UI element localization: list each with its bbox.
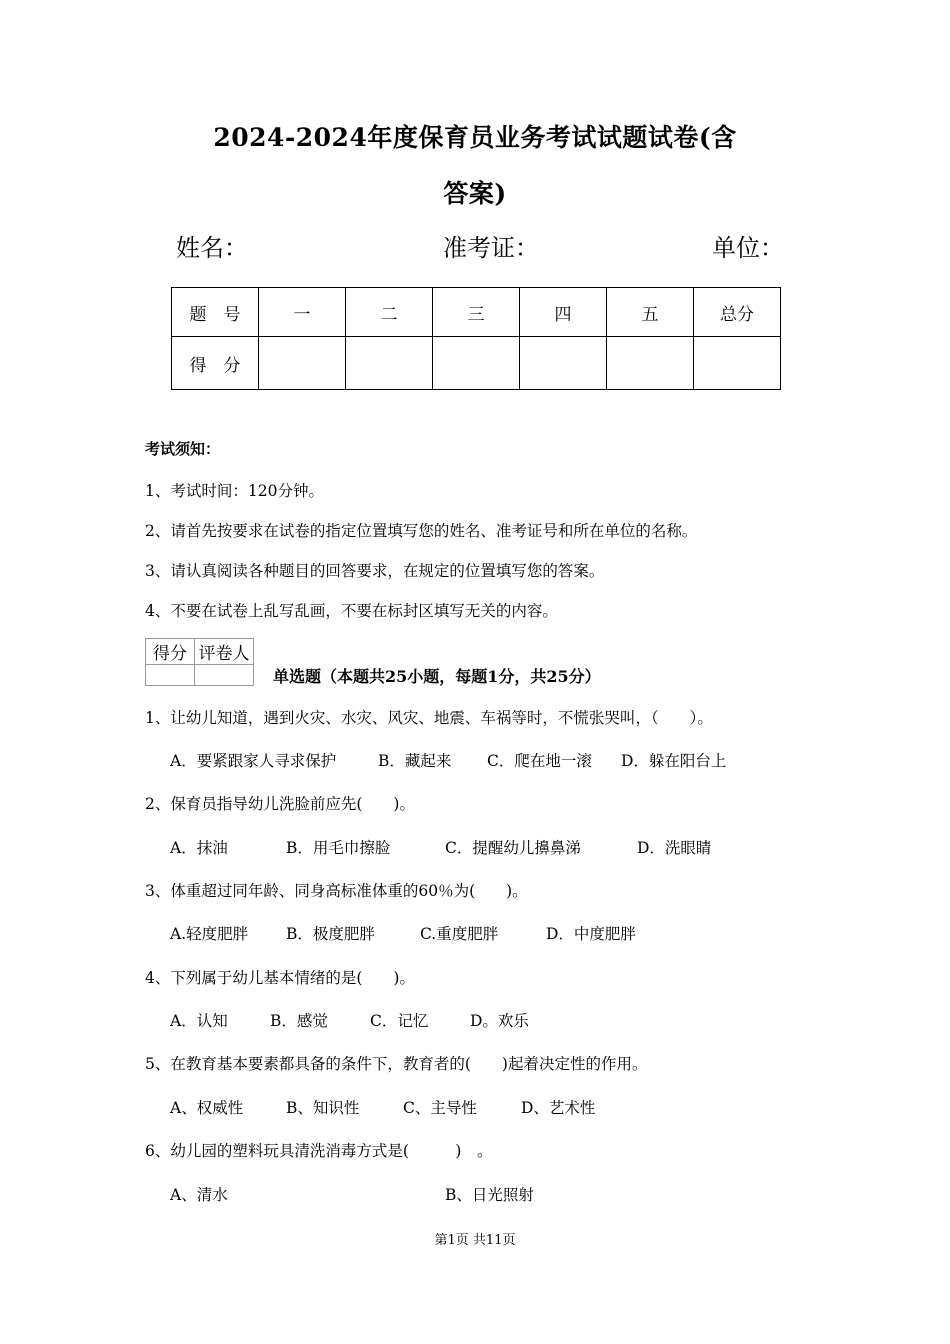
option[interactable]: A．要紧跟家人寻求保护 bbox=[170, 752, 337, 770]
score-table bbox=[171, 287, 781, 390]
unit-field-label: 单位： bbox=[712, 234, 784, 262]
notice-item: 4、不要在试卷上乱写乱画，不要在标封区填写无关的内容。 bbox=[145, 602, 558, 620]
option[interactable]: B．极度肥胖 bbox=[286, 925, 375, 943]
question-text: 4、下列属于幼儿基本情绪的是( )。 bbox=[145, 969, 415, 987]
question-text: 5、在教育基本要素都具备的条件下，教育者的( )起着决定性的作用。 bbox=[145, 1055, 648, 1073]
grader-score-cell[interactable] bbox=[146, 665, 195, 686]
option[interactable]: A.轻度肥胖 bbox=[170, 925, 249, 943]
option[interactable]: D．中度肥胖 bbox=[546, 925, 636, 943]
notice-item: 2、请首先按要求在试卷的指定位置填写您的姓名、准考证号和所在单位的名称。 bbox=[145, 522, 698, 540]
option[interactable]: C、主导性 bbox=[403, 1099, 477, 1117]
grader-box bbox=[145, 638, 254, 686]
option[interactable]: B、日光照射 bbox=[445, 1186, 534, 1204]
grader-score-label: 得分 bbox=[146, 639, 195, 665]
option[interactable]: A．认知 bbox=[170, 1012, 228, 1030]
score-table-header-cell: 四 bbox=[520, 288, 607, 337]
score-table-header-row bbox=[172, 288, 781, 337]
score-input-cell[interactable] bbox=[694, 337, 781, 390]
score-table-header-cell: 五 bbox=[607, 288, 694, 337]
option[interactable]: A、权威性 bbox=[170, 1099, 244, 1117]
option[interactable]: D、艺术性 bbox=[521, 1099, 596, 1117]
grader-reviewer-cell[interactable] bbox=[195, 665, 254, 686]
option[interactable]: A、清水 bbox=[170, 1186, 228, 1204]
option[interactable]: C．记忆 bbox=[370, 1012, 429, 1030]
question-text: 2、保育员指导幼儿洗脸前应先( )。 bbox=[145, 795, 415, 813]
score-input-cell[interactable] bbox=[259, 337, 346, 390]
option[interactable]: B、知识性 bbox=[286, 1099, 360, 1117]
option[interactable]: D．躲在阳台上 bbox=[621, 752, 727, 770]
question-text: 3、体重超过同年龄、同身高标准体重的60％为( )。 bbox=[145, 882, 528, 900]
grader-reviewer-label: 评卷人 bbox=[195, 639, 254, 665]
option[interactable]: C．爬在地一滚 bbox=[487, 752, 592, 770]
question-text: 6、幼儿园的塑料玩具清洗消毒方式是( ) 。 bbox=[145, 1142, 493, 1160]
option[interactable]: A．抹油 bbox=[170, 839, 228, 857]
page-footer: 第1页 共11页 bbox=[434, 1233, 516, 1248]
option[interactable]: D．洗眼睛 bbox=[637, 839, 712, 857]
section-heading: 单选题（本题共25小题，每题1分，共25分） bbox=[273, 667, 601, 686]
score-table-header-cell: 三 bbox=[433, 288, 520, 337]
score-input-cell[interactable] bbox=[607, 337, 694, 390]
score-table-header-cell: 总分 bbox=[694, 288, 781, 337]
score-input-cell[interactable] bbox=[433, 337, 520, 390]
score-table-header-cell: 二 bbox=[346, 288, 433, 337]
notice-item: 3、请认真阅读各种题目的回答要求，在规定的位置填写您的答案。 bbox=[145, 562, 605, 580]
score-input-cell[interactable] bbox=[346, 337, 433, 390]
option[interactable]: C.重度肥胖 bbox=[420, 925, 499, 943]
notice-item: 1、考试时间：120分钟。 bbox=[145, 482, 324, 500]
option[interactable]: B．藏起来 bbox=[378, 752, 452, 770]
exam-title-line-2: 答案) bbox=[443, 179, 507, 208]
exam-id-field-label: 准考证： bbox=[443, 234, 539, 262]
option[interactable]: D。欢乐 bbox=[470, 1012, 529, 1030]
score-table-header-cell: 一 bbox=[259, 288, 346, 337]
option[interactable]: C．提醒幼儿擤鼻涕 bbox=[445, 839, 581, 857]
option[interactable]: B．用毛巾擦脸 bbox=[286, 839, 391, 857]
option[interactable]: B．感觉 bbox=[270, 1012, 328, 1030]
score-input-cell[interactable] bbox=[520, 337, 607, 390]
score-table-header-cell: 题 号 bbox=[172, 288, 259, 337]
question-text: 1、让幼儿知道，遇到火灾、水灾、风灾、地震、车祸等时，不慌张哭叫，（ ）。 bbox=[145, 709, 713, 727]
score-table-score-row bbox=[172, 337, 781, 390]
notice-heading: 考试须知： bbox=[145, 440, 221, 458]
score-row-label: 得 分 bbox=[172, 337, 259, 390]
exam-title-line-1: 2024-2024年度保育员业务考试试题试卷(含 bbox=[213, 123, 737, 152]
name-field-label: 姓名： bbox=[176, 234, 248, 262]
